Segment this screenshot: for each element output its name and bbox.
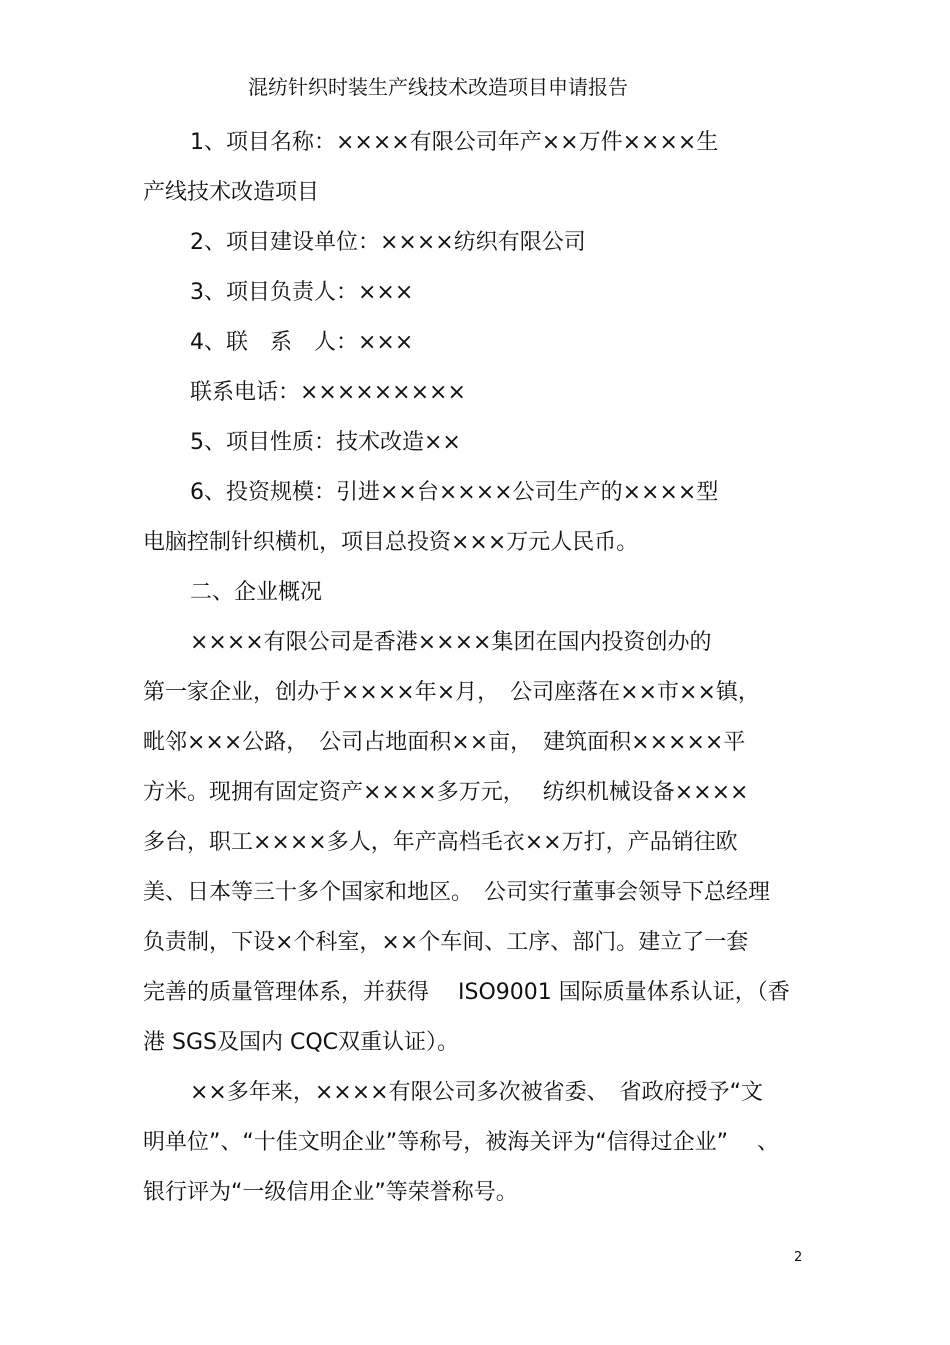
text-line: 1、项目名称：××××有限公司年产××万件××××生 — [190, 130, 719, 155]
text-line: ××××有限公司是香港××××集团在国内投资创办的 — [190, 630, 712, 655]
text-line: 产线技术改造项目 — [143, 180, 320, 205]
text-line: 第一家企业，创办于××××年×月， 公司座落在××市××镇， — [143, 680, 760, 705]
text-line: 明单位”、“十佳文明企业”等称号，被海关评为“信得过企业” 、 — [143, 1130, 779, 1155]
text-line: 电脑控制针织横机，项目总投资×××万元人民币。 — [143, 530, 639, 555]
text-line: 3、项目负责人：××× — [190, 280, 414, 305]
text-line: 毗邻×××公路， 公司占地面积××亩， 建筑面积×××××平 — [143, 730, 746, 755]
document-title: 混纺针织时装生产线技术改造项目申请报告 — [248, 75, 628, 99]
text-line: 美、日本等三十多个国家和地区。 公司实行董事会领导下总经理 — [143, 880, 771, 905]
text-line: 银行评为“一级信用企业”等荣誉称号。 — [143, 1180, 518, 1205]
text-line: 6、投资规模：引进××台××××公司生产的××××型 — [190, 480, 719, 505]
text-line: 联系电话：××××××××× — [190, 380, 466, 405]
section-heading: 二、企业概况 — [190, 580, 323, 605]
text-line: 多台，职工××××多人，年产高档毛衣××万打，产品销往欧 — [143, 830, 738, 855]
page-number: 2 — [794, 1250, 803, 1265]
text-line: 5、项目性质：技术改造×× — [190, 430, 461, 455]
text-line: 2、项目建设单位：××××纺织有限公司 — [190, 230, 586, 255]
text-line: 港 SGS及国内 CQC双重认证）。 — [143, 1030, 460, 1055]
text-line: 完善的质量管理体系，并获得 ISO9001 国际质量体系认证，（香 — [143, 980, 790, 1005]
text-line: ××多年来，××××有限公司多次被省委、 省政府授予“文 — [190, 1080, 764, 1105]
text-line: 方米。现拥有固定资产××××多万元， 纺织机械设备×××× — [143, 780, 749, 805]
text-line: 负责制，下设×个科室，××个车间、工序、部门。建立了一套 — [143, 930, 749, 955]
text-line: 4、联 系 人：××× — [190, 330, 414, 355]
